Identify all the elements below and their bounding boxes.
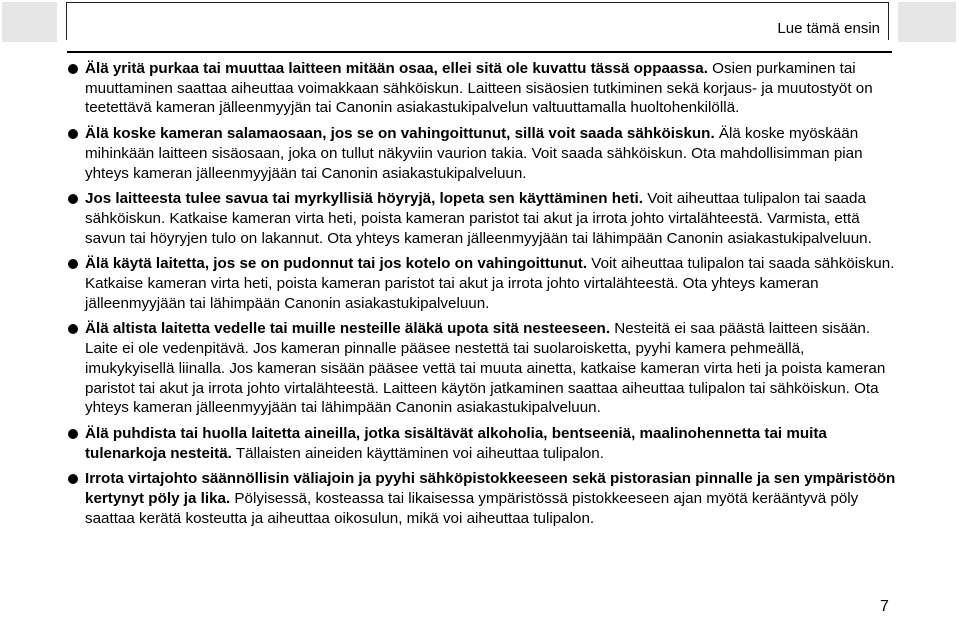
- warning-item: [67, 189, 897, 248]
- warning-item: [67, 469, 897, 528]
- left-margin-tab: [2, 2, 57, 42]
- warning-item: [67, 59, 897, 118]
- section-title: Lue tämä ensin: [777, 20, 880, 37]
- bullet-icon: [68, 64, 78, 74]
- warning-list: [67, 59, 897, 534]
- bullet-icon: [68, 194, 78, 204]
- right-margin-tab: [898, 2, 956, 42]
- warning-text: Voit aiheuttaa tulipalon tai saada sähköiskun. Katkaise kameran virta heti, poista kameran paristot tai akut ja irrota johto virtalähteestä. Ota yhteys kameran jälleenmyyjään tai lähimpään Canonin asiakastukipalveluun.: [85, 255, 895, 312]
- bullet-icon: [68, 474, 78, 484]
- page-number: 7: [880, 598, 889, 615]
- warning-heading: Irrota virtajohto säännöllisin väliajoin ja pyyhi sähköpistokkeeseen sekä pistorasian pinnalle ja sen ympäristöön kertynyt pöly ja lika.: [85, 470, 896, 508]
- bullet-icon: [68, 129, 78, 139]
- warning-heading: Älä yritä purkaa tai muuttaa laitteen mitään osaa, ellei sitä ole kuvattu tässä oppaassa.: [85, 60, 708, 77]
- warning-text: Nesteitä ei saa päästä laitteen sisään. Laite ei ole vedenpitävä. Jos kameran pinnalle pääsee nestettä tai suolaroisketta, pyyhi kamera pehmeällä, imukykyisellä liinalla. Jos kameran sisään pääsee vettä tai muuta ainetta, katkaise kameran virta heti ja poista kameran paristot tai akut ja irrota johto virtalähteestä. Laitteen käytön jatkaminen saattaa aiheuttaa tulipalon tai sähköiskun. Ota yhteys kameran jälleenmyyjään tai lähimpään Canonin asiakastukipalveluun.: [85, 320, 886, 417]
- warning-heading: Älä puhdista tai huolla laitetta aineilla, jotka sisältävät alkoholia, bentseeniä, maalinohennetta tai muita tulenarkoja nesteitä.: [85, 424, 827, 462]
- warning-heading: Jos laitteesta tulee savua tai myrkyllisiä höyryjä, lopeta sen käyttäminen heti.: [85, 190, 643, 208]
- bullet-icon: [68, 259, 78, 269]
- warning-item: [67, 254, 897, 313]
- bullet-icon: [68, 429, 78, 439]
- section-header: [66, 2, 889, 40]
- warning-text: Osien purkaminen tai muuttaminen saattaa aiheuttaa voimakkaan sähköiskun. Laitteen sisäosien tutkiminen sekä korjaus- ja muutostyöt on teetettävä kameran jälleenmyyjän tai Canonin asiakastukipalvelun valtuuttamalla huoltohenkilöllä.: [85, 60, 873, 117]
- warning-text: Älä koske myöskään mihinkään laitteen sisäosaan, joka on tullut näkyviin vaurion takia. Voit saada sähköiskun. Ota mahdollisimman pian yhteys kameran jälleenmyyjään tai Canonin asiakastukipalveluun.: [85, 125, 863, 182]
- warning-text: Pölyisessä, kosteassa tai likaisessa ympäristössä pistokkeeseen ajan myötä kerääntyvä pöly saattaa kerätä kosteutta ja aiheuttaa oikosulun, mikä voi aiheuttaa tulipalon.: [85, 490, 859, 527]
- warning-heading: Älä altista laitetta vedelle tai muille nesteille äläkä upota sitä nesteeseen.: [85, 320, 611, 338]
- warning-item: [67, 124, 897, 183]
- bullet-icon: [68, 324, 78, 334]
- warning-text: Voit aiheuttaa tulipalon tai saada sähköiskun. Katkaise kameran virta heti, poista kameran paristot tai akut ja irrota johto virtalähteestä. Varmista, että savun tai höyryjen tulo on lakannut. Ota yhteys kameran jälleenmyyjään tai lähimpään Canonin asiakastukipalveluun.: [85, 190, 872, 247]
- warning-text: Tällaisten aineiden käyttäminen voi aiheuttaa tulipalon.: [231, 444, 604, 462]
- header-rule: [67, 51, 892, 53]
- warning-item: [67, 319, 897, 418]
- warning-heading: Älä koske kameran salamaosaan, jos se on vahingoittunut, sillä voit saada sähköiskun.: [85, 125, 715, 143]
- warning-item: [67, 424, 897, 463]
- warning-heading: Älä käytä laitetta, jos se on pudonnut tai jos kotelo on vahingoittunut.: [85, 255, 588, 273]
